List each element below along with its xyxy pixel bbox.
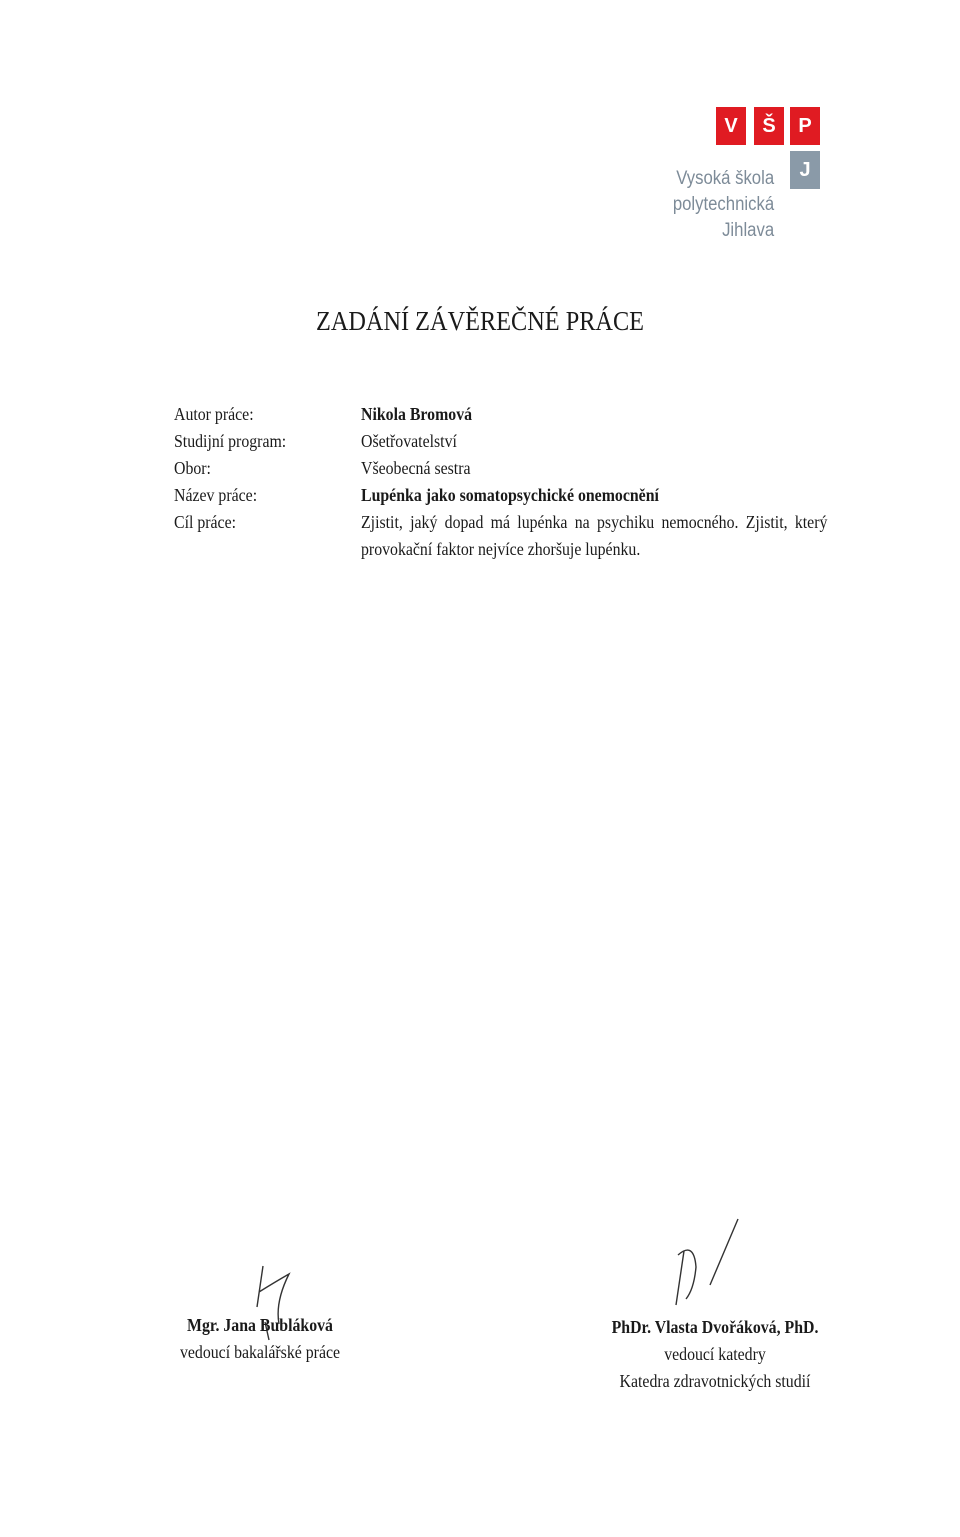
school-logo bbox=[650, 103, 830, 253]
goal-label: Cíl práce: bbox=[174, 512, 237, 532]
field-of-study-value: Všeobecná sestra bbox=[361, 458, 471, 478]
signature-right bbox=[570, 1314, 860, 1395]
logo-letter-s: Š bbox=[754, 107, 784, 145]
head-of-department-name: PhDr. Vlasta Dvořáková, PhD. bbox=[611, 1317, 819, 1337]
thesis-title-label: Název práce: bbox=[174, 485, 258, 505]
field-of-study-label: Obor: bbox=[174, 458, 211, 478]
logo-letter-p: P bbox=[790, 107, 820, 145]
program-label: Studijní program: bbox=[174, 431, 287, 451]
goal-value: Zjistit, jaký dopad má lupénka na psychiku nemocného. Zjistit, který provokační faktor nejvíce zhoršuje lupénku. bbox=[361, 512, 828, 559]
supervisor-name: Mgr. Jana Bubláková bbox=[187, 1315, 333, 1335]
logo-line-1: Vysoká škola bbox=[676, 168, 774, 189]
thesis-title-value: Lupénka jako somatopsychické onemocnění bbox=[361, 485, 659, 505]
author-value: Nikola Bromová bbox=[361, 404, 473, 424]
department-name: Katedra zdravotnických studií bbox=[619, 1371, 811, 1391]
program-value: Ošetřovatelství bbox=[361, 431, 457, 451]
logo-letter-v: V bbox=[716, 107, 746, 145]
logo-school-name bbox=[673, 166, 774, 244]
logo-letter-j: J bbox=[790, 151, 820, 189]
signature-right-icon bbox=[660, 1215, 750, 1315]
logo-line-2: polytechnická bbox=[672, 194, 774, 215]
head-of-department-role: vedoucí katedry bbox=[664, 1344, 766, 1364]
signature-left bbox=[137, 1312, 383, 1366]
logo-line-3: Jihlava bbox=[721, 220, 774, 241]
supervisor-role: vedoucí bakalářské práce bbox=[179, 1342, 341, 1362]
author-label: Autor práce: bbox=[174, 404, 254, 424]
page-title: ZADÁNÍ ZÁVĚREČNÉ PRÁCE bbox=[315, 306, 645, 336]
